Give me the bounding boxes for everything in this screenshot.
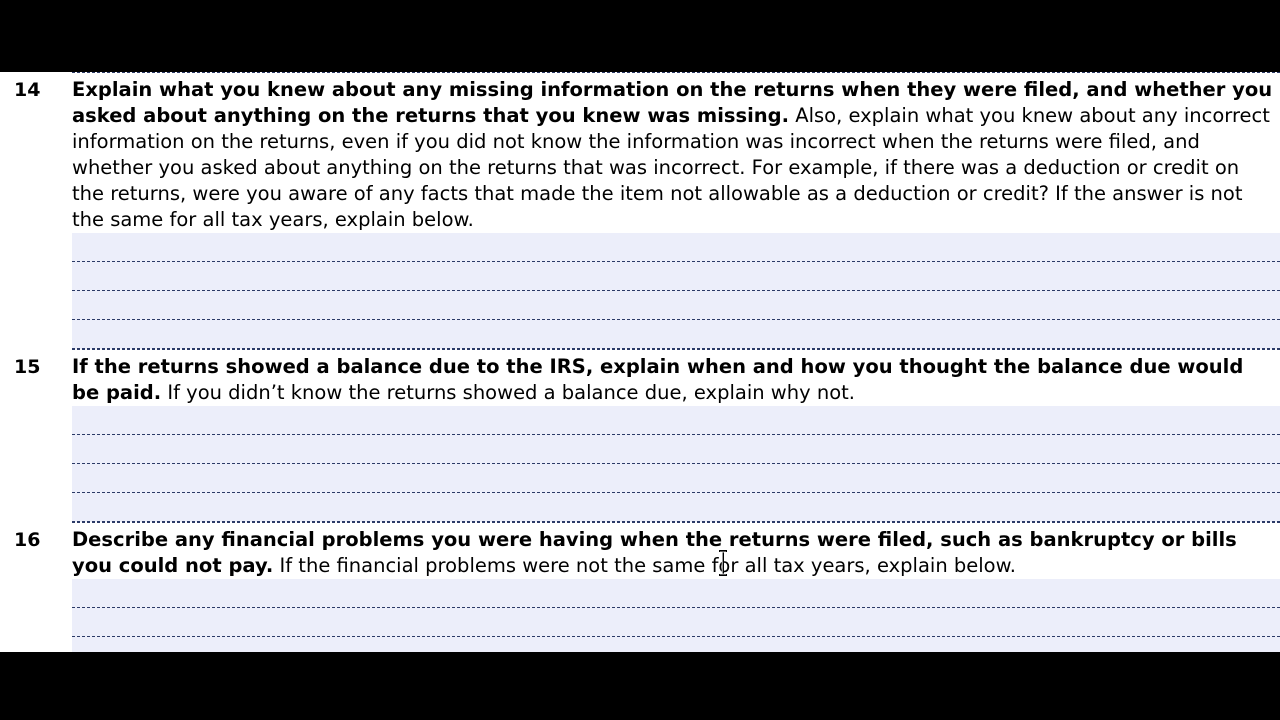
answer-line[interactable]: [72, 637, 1280, 652]
answer-line[interactable]: [72, 464, 1280, 493]
item-question: [72, 73, 1280, 233]
item-question-regular: If you didn’t know the returns showed a balance due, explain why not.: [161, 381, 855, 404]
pdf-page: [0, 72, 1280, 652]
form-item-14: [0, 72, 1280, 349]
answer-line[interactable]: [72, 406, 1280, 435]
item-answer-area-16[interactable]: [72, 579, 1280, 652]
item-row: [0, 523, 1280, 579]
viewer-top-letterbox: [0, 0, 1280, 72]
viewer-bottom-letterbox: [0, 652, 1280, 720]
answer-line[interactable]: [72, 262, 1280, 291]
item-number: 16: [14, 529, 41, 551]
item-row: [0, 350, 1280, 406]
item-question: [72, 523, 1280, 579]
item-row: [0, 73, 1280, 233]
answer-line[interactable]: [72, 608, 1280, 637]
item-question-regular: If the financial problems were not the same for all tax years, explain below.: [273, 554, 1016, 577]
form-body: [0, 72, 1280, 652]
answer-line[interactable]: [72, 320, 1280, 349]
item-question-regular: Also, explain what you knew about any incorrect information on the returns, even if you did not know the information was incorrect when the returns were filed, and whether you asked about anything on the returns that was incorrect. For example, if there was a deduction or credit on the returns, were you aware of any facts that made the item not allowable as a deduction or credit? If the answer is not the same for all tax years, explain below.: [72, 104, 1270, 231]
answer-line[interactable]: [72, 233, 1280, 262]
item-number: 15: [14, 356, 41, 378]
answer-line[interactable]: [72, 579, 1280, 608]
answer-line[interactable]: [72, 291, 1280, 320]
answer-line[interactable]: [72, 435, 1280, 464]
form-item-15: [0, 349, 1280, 522]
item-question-bold: Explain what you knew about any missing information on the returns when they were filed, and whether you asked about anything on the returns that you knew was missing.: [72, 78, 1273, 127]
item-number: 14: [14, 79, 41, 101]
item-question-bold: Describe any financial problems you were having when the returns were filed, such as bankruptcy or bills you could not pay.: [72, 528, 1237, 577]
item-answer-area-14[interactable]: [72, 233, 1280, 349]
answer-line[interactable]: [72, 493, 1280, 522]
item-answer-area-15[interactable]: [72, 406, 1280, 522]
form-item-16: [0, 522, 1280, 652]
item-question: [72, 350, 1280, 406]
item-question-bold: If the returns showed a balance due to the IRS, explain when and how you thought the balance due would be paid.: [72, 355, 1244, 404]
